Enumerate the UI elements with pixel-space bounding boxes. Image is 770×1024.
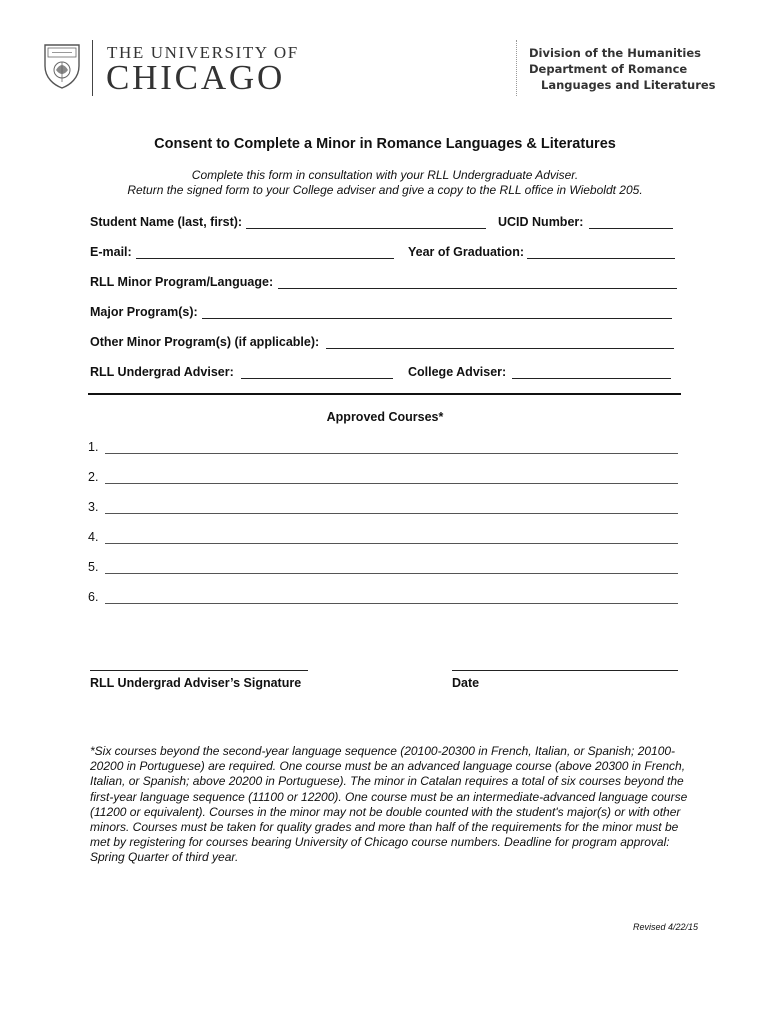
graduation-year-label: Year of Graduation: xyxy=(408,245,524,259)
rll-adviser-label: RLL Undergrad Adviser: xyxy=(90,365,234,379)
adviser-signature-label: RLL Undergrad Adviser’s Signature xyxy=(90,676,302,690)
student-name-field[interactable] xyxy=(246,228,486,229)
minor-program-field[interactable] xyxy=(278,288,677,289)
course-line-1[interactable] xyxy=(105,453,678,454)
university-name-line1: THE UNIVERSITY OF xyxy=(107,43,299,62)
date-line[interactable] xyxy=(452,670,678,671)
major-programs-field[interactable] xyxy=(202,318,672,319)
other-minor-label: Other Minor Program(s) (if applicable): xyxy=(90,335,320,349)
approved-courses-heading: Approved Courses* xyxy=(326,410,444,424)
email-label: E-mail: xyxy=(90,245,132,259)
email-field[interactable] xyxy=(136,258,394,259)
course-line-6[interactable] xyxy=(105,603,678,604)
course-number-4: 4. xyxy=(88,530,99,544)
department-divider xyxy=(516,40,517,96)
college-adviser-field[interactable] xyxy=(512,378,671,379)
division-name: Division of the Humanities xyxy=(529,46,701,60)
other-minor-field[interactable] xyxy=(326,348,674,349)
course-line-4[interactable] xyxy=(105,543,678,544)
instruction-line2: Return the signed form to your College adviser and give a copy to the RLL office in Wieboldt 205. xyxy=(127,183,643,197)
course-line-5[interactable] xyxy=(105,573,678,574)
course-line-2[interactable] xyxy=(105,483,678,484)
ucid-field[interactable] xyxy=(589,228,673,229)
major-programs-label: Major Program(s): xyxy=(90,305,198,319)
instruction-line1: Complete this form in consultation with your RLL Undergraduate Adviser. xyxy=(191,168,579,182)
course-number-6: 6. xyxy=(88,590,99,604)
minor-program-label: RLL Minor Program/Language: xyxy=(90,275,274,289)
ucid-label: UCID Number: xyxy=(498,215,584,229)
revision-date: Revised 4/22/15 xyxy=(632,922,698,932)
adviser-signature-line[interactable] xyxy=(90,670,308,671)
university-crest-icon xyxy=(42,42,82,90)
course-number-3: 3. xyxy=(88,500,99,514)
section-divider xyxy=(88,393,681,395)
course-line-3[interactable] xyxy=(105,513,678,514)
requirements-footnote: *Six courses beyond the second-year language sequence (20100-20300 in French, Italian, or Spanish; 20100-20200 in Portuguese) are required. One course must be an advanced language course (above 20300 in French, Italian, or Spanish; above 20200 in Portuguese). The minor in Catalan requires a total of six courses beyond the first-year language sequence (11100 or 12200). One course must be an intermediate-advanced language course (11200 or equivalent). Courses in the minor may not be double counted with the student's major(s) or with other minors. Courses must be taken for quality grades and more than half of the requirements for the minor must be met by registering for courses bearing University of Chicago course numbers. Deadline for program approval: Spring Quarter of third year. xyxy=(90,744,688,865)
university-name-line2: CHICAGO xyxy=(106,58,286,97)
department-name-line1: Department of Romance xyxy=(529,62,688,76)
course-number-1: 1. xyxy=(88,440,99,454)
form-title: Consent to Complete a Minor in Romance Languages & Literatures xyxy=(154,136,616,152)
date-label: Date xyxy=(452,676,480,690)
department-name-line2: Languages and Literatures xyxy=(541,78,716,92)
logo-divider xyxy=(92,40,93,96)
rll-adviser-field[interactable] xyxy=(241,378,393,379)
student-name-label: Student Name (last, first): xyxy=(90,215,243,229)
college-adviser-label: College Adviser: xyxy=(408,365,507,379)
course-number-2: 2. xyxy=(88,470,99,484)
graduation-year-field[interactable] xyxy=(527,258,675,259)
course-number-5: 5. xyxy=(88,560,99,574)
